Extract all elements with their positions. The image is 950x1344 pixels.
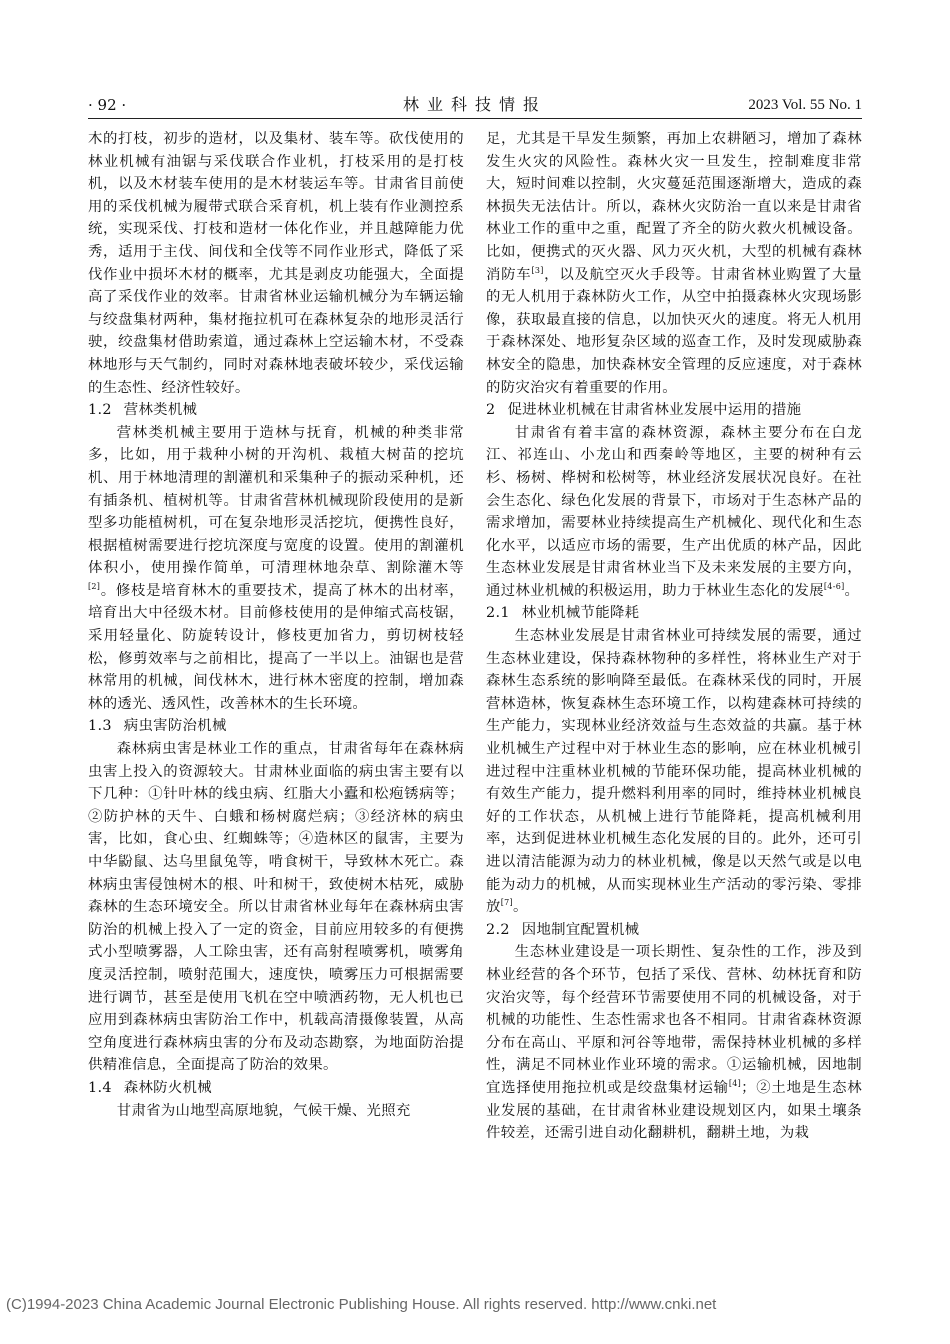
right-column <box>486 128 862 1145</box>
paragraph-continuation: 木的打枝，初步的造材，以及集材、装车等。砍伐使用的林业机械有油锯与采伐联合作业机，打枝采用的是打枝机，以及木材装车使用的是木材装运车等。甘肃省目前使用的采伐机械为履带式联合采育机，机上装有作业测控系统，实现采伐、打枝和造材一体化作业，并且越障能力优秀，适用于主伐、间伐和全伐等不同作业形式，降低了采伐作业中损坏木材的概率，尤其是剥皮功能强大，全面提高了采伐作业的效率。甘肃省林业运输机械分为车辆运输与绞盘集材两种，集材拖拉机可在森林复杂的地形灵活行驶，绞盘集材借助索道，通过森林上空运输木材，不受森林地形与天气制约，同时对森林地表破坏较少，采伐运输的生态性、经济性较好。 <box>88 131 464 396</box>
section-number: 1.2 <box>88 402 112 419</box>
section-number: 2.1 <box>486 605 510 622</box>
paragraph-continuation <box>486 128 862 399</box>
journal-title: 林业科技情报 <box>402 95 547 114</box>
citation-ref[interactable]: [2] <box>88 582 101 592</box>
section-2-paragraph <box>486 422 862 603</box>
section-number: 2 <box>486 402 496 419</box>
section-title: 营林类机械 <box>123 402 198 419</box>
citation-ref[interactable]: [7] <box>500 898 513 908</box>
paragraph-text: 。 <box>844 582 860 599</box>
paragraph-text: 生态林业发展是甘肃省林业可持续发展的需要，通过生态林业建设，保持森林物种的多样性，将林业生产对于森林生态系统的影响降至最低。在森林采伐的同时，开展营林造林，恢复森林生态环境工作，以构建森林可持续的生产能力，实现林业经济效益与生态效益的共赢。基于林业机械生产过程中对于林业生态的影响，应在林业机械引进过程中注重林业机械的节能环保功能，提高林业机械的有效生产能力，提升燃料利用率的同时，维持林业机械良好的工作状态，从机械上进行节能降耗，提高机械利用率，达到促进林业机械生态化发展的目的。此外，还可引进以清洁能源为动力的林业机械，像是以天然气或是以电能为动力的机械，从而实现林业生产活动的零污染、零排放 <box>486 628 862 916</box>
section-heading-1-4 <box>88 1077 464 1100</box>
paragraph-text: ；②土地是生态林业发展的基础，在甘肃省林业建设规划区内，如果土壤条件较差，还需引进自动化翻耕机，翻耕土地，为栽 <box>486 1079 862 1142</box>
section-heading-1-2 <box>88 399 464 422</box>
section-title: 促进林业机械在甘肃省林业发展中运用的措施 <box>507 402 802 419</box>
header-rule <box>88 118 862 119</box>
paragraph-text: 。 <box>512 899 528 916</box>
paragraph-text: 甘肃省有着丰富的森林资源，森林主要分布在白龙江、祁连山、小龙山和西秦岭等地区，主要的树种有云杉、杨树、桦树和松树等，林业经济发展状况良好。在社会生态化、绿色化发展的背景下，市场对于生态林产品的需求增加，需要林业持续提高生产机械化、现代化和生态化水平，以适应市场的需要，生产出优质的林产品，因此生态林业发展是甘肃省林业当下及未来发展的主要方向，通过林业机械的积极运用，助力于林业生态化的发展 <box>486 424 862 599</box>
copyright-footer: (C)1994-2023 China Academic Journal Electronic Publishing House. All rights reserved. http://www.cnki.net <box>6 1296 717 1313</box>
section-1-2-paragraph <box>88 422 464 716</box>
section-heading-1-3 <box>88 715 464 738</box>
paragraph-text: 。修枝是培育林木的重要技术，提高了林木的出材率，培育出大中径级木材。目前修枝使用的是伸缩式高枝锯，采用轻量化、防旋转设计，修枝更加省力，剪切树枝轻松，修剪效率与之前相比，提高了一半以上。油锯也是营林常用的机械，间伐林木，进行林木密度的控制，增加森林的透光、透风性，改善林木的生长环境。 <box>88 582 464 712</box>
paragraph-text: 生态林业建设是一项长期性、复杂性的工作，涉及到林业经营的各个环节，包括了采伐、营林、幼林抚育和防灾治灾等，每个经营环节需要使用不同的机械设备，对于机械的功能性、生态性需求也各不相同。甘肃省森林资源分布在高山、平原和河谷等地带，需保持林业机械的多样性，满足不同林业作业环境的需求。①运输机械，因地制宜选择使用拖拉机或是绞盘集材运输 <box>486 944 862 1096</box>
section-1-3-paragraph: 森林病虫害是林业工作的重点，甘肃省每年在森林病虫害上投入的资源较大。甘肃林业面临的病虫害主要有以下几种：①针叶林的线虫病、红脂大小蠹和松疱锈病等；②防护林的天牛、白蛾和杨树腐烂病；③经济林的病虫害，比如，食心虫、红蜘蛛等；④造林区的鼠害，主要为中华鼢鼠、达乌里鼠兔等，啃食树干，导致林木死亡。森林病虫害侵蚀树木的根、叶和树干，致使树木枯死，威胁森林的生态环境安全。所以甘肃省林业每年在森林病虫害防治的机械上投入了一定的资金，目前应用较多的有便携式小型喷雾器，人工除虫害，还有高射程喷雾机，喷雾角度灵活控制，喷射范围大，速度快，喷雾压力可根据需要进行调节，甚至是使用飞机在空中喷洒药物，无人机也已应用到森林病虫害防治工作中，机载高清摄像装置，从高空角度进行森林病虫害的分布及动态勘察，为地面防治提供精准信息，全面提高了防治的效果。 <box>88 741 464 1074</box>
section-number: 1.3 <box>88 718 112 735</box>
section-heading-2-1 <box>486 602 862 625</box>
page-number: · 92 · <box>88 96 127 114</box>
section-title: 因地制宜配置机械 <box>521 921 640 938</box>
paragraph-text: ，以及航空灭火手段等。甘肃省林业购置了大量的无人机用于森林防火工作，从空中拍摄森林火灾现场影像，获取最直接的信息，以加快灭火的速度。将无人机用于森林深处、地形复杂区域的巡查工作，及时发现威胁森林安全的隐患，加快森林安全管理的反应速度，对于森林的防灾治灾有着重要的作用。 <box>486 266 862 396</box>
citation-ref[interactable]: [4-6] <box>823 582 845 592</box>
section-heading-2 <box>486 399 862 422</box>
section-1-4-paragraph: 甘肃省为山地型高原地貌，气候干燥、光照充 <box>116 1102 411 1119</box>
paragraph-text: 足，尤其是干旱发生频繁，再加上农耕陋习，增加了森林发生火灾的风险性。森林火灾一旦发生，控制难度非常大，短时间难以控制，火灾蔓延范围逐渐增大，造成的森林损失无法估计。所以，森林火灾防治一直以来是甘肃省林业工作的重中之重，配置了齐全的防火救火机械设备。比如，便携式的灭火器、风力灭火机，大型的机械有森林消防车 <box>486 131 862 283</box>
section-heading-2-2 <box>486 919 862 942</box>
section-title: 森林防火机械 <box>123 1079 212 1096</box>
left-column <box>88 128 464 1122</box>
section-2-2-paragraph <box>486 941 862 1144</box>
paragraph-text: 营林类机械主要用于造林与抚育，机械的种类非常多，比如，用于栽种小树的开沟机、栽植大树苗的挖坑机、用于林地清理的割灌机和采集种子的振动采种机，还有插条机、植树机等。甘肃省营林机械现阶段使用的是新型多功能植树机，可在复杂地形灵活挖坑，便携性良好，根据植树需要进行挖坑深度与宽度的设置。使用的割灌机体积小，使用操作简单，可清理林地杂草、割除灌木等 <box>88 424 464 577</box>
citation-ref[interactable]: [3] <box>531 265 544 275</box>
section-number: 2.2 <box>486 921 510 938</box>
section-title: 病虫害防治机械 <box>123 718 227 735</box>
citation-ref[interactable]: [4] <box>728 1079 742 1089</box>
section-number: 1.4 <box>88 1079 112 1096</box>
section-2-1-paragraph <box>486 625 862 919</box>
volume-issue: 2023 Vol. 55 No. 1 <box>748 97 862 113</box>
section-title: 林业机械节能降耗 <box>521 605 640 622</box>
